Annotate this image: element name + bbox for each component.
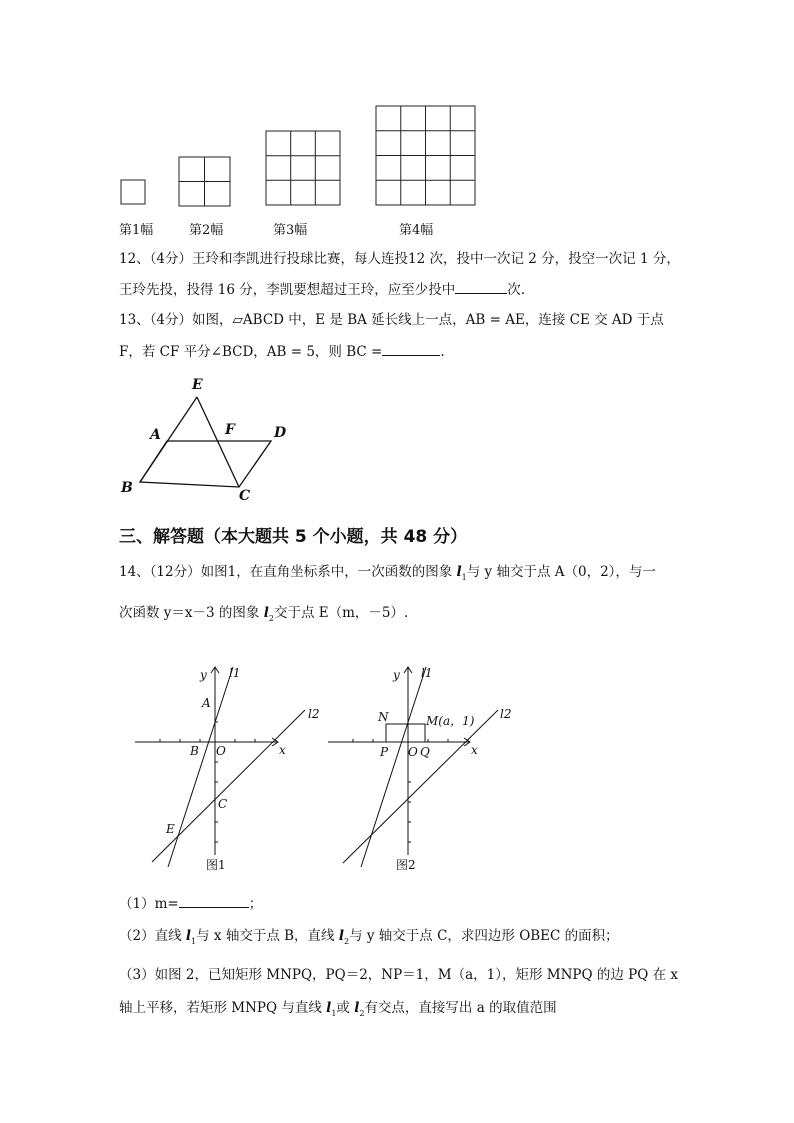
q14-text-4: 交于点 E（m，－5）.: [273, 605, 409, 621]
q12-text-1: 王玲和李凯进行投球比赛，每人连投12 次，投中一次记 2 分，投空一次记 1 分，: [192, 251, 680, 267]
q13-text-3: .: [440, 344, 445, 360]
q12-text-2: 王玲先投，投得 16 分，李凯要想超过王玲，应至少投中: [119, 282, 456, 298]
q14-part3-c: 有交点，直接写出 a 的取值范围: [364, 1000, 557, 1016]
subscript-2: 2: [268, 614, 274, 623]
fig1-label-O: O: [216, 744, 226, 758]
q13-number: 13、: [119, 312, 150, 328]
q14-part3-line1: （3）如图 2，已知矩形 MNPQ，PQ＝2，NP＝1，M（a，1），矩形 MNPQ 的边 PQ 在 x: [119, 967, 678, 983]
line-l2: [152, 710, 305, 862]
q14-part3-b: 或: [336, 1000, 350, 1016]
q14-figure-1: [130, 655, 330, 875]
q14-part3-line2: [119, 999, 557, 1023]
label-D: D: [274, 425, 287, 441]
q14-text-3: 次函数 y＝x－3 的图象: [119, 605, 260, 621]
line-l-symbol: l: [185, 928, 192, 944]
q13-line2: [119, 342, 445, 361]
q14-line2: [119, 604, 408, 628]
fig2-label-y: y: [393, 668, 400, 682]
q12-answer-blank[interactable]: [455, 280, 507, 294]
q13-text-1: 如图，▱ABCD 中，E 是 BA 延长线上一点，AB = AE，连接 CE 交 AD 于点: [192, 312, 664, 328]
fig1-label-A: A: [202, 696, 211, 710]
q12-line1: [119, 250, 680, 268]
q14-part1-blank[interactable]: [179, 894, 249, 908]
segment-ec: [197, 397, 239, 487]
grid-caption-4: 第4幅: [399, 223, 434, 238]
q13-line1: [119, 311, 664, 329]
q13-answer-blank[interactable]: [382, 342, 440, 356]
q14-number: 14、: [119, 564, 150, 580]
grid-caption-1: 第1幅: [119, 223, 154, 238]
subscript-2: 2: [343, 937, 350, 946]
fig2-label-N: N: [378, 710, 389, 724]
q13-figure: [110, 370, 310, 505]
line-l1: [361, 667, 426, 867]
q14-text-1: 如图1，在直角坐标系中，一次函数的图象: [200, 564, 453, 580]
q13-text-2: F，若 CF 平分∠BCD，AB = 5，则 BC =: [119, 344, 383, 360]
label-E: E: [192, 377, 203, 393]
subscript-2: 2: [359, 1009, 365, 1018]
subscript-1: 1: [331, 1009, 337, 1018]
fig2-label-l1: l1: [421, 666, 433, 680]
label-B: B: [121, 480, 133, 496]
fig1-caption: 图1: [206, 858, 226, 872]
q14-part2: [119, 927, 619, 951]
line-l-symbol: l: [456, 564, 462, 580]
subscript-1: 1: [461, 573, 467, 582]
fig1-label-C: C: [218, 797, 228, 811]
q14-part1-label: （1）m=: [119, 896, 179, 912]
subscript-1: 1: [191, 937, 197, 946]
q14-part2-b: 与 x 轴交于点 B，直线: [196, 928, 335, 944]
fig2-label-P: P: [380, 745, 389, 759]
grid-2: [179, 157, 230, 206]
q12-score: （4分）: [149, 251, 193, 267]
grid-1: [121, 180, 145, 204]
q14-text-2: 与 y 轴交于点 A（0，2），与一: [466, 564, 656, 580]
q14-part2-a: （2）直线: [119, 928, 182, 944]
q14-part2-c: 与 y 轴交于点 C，求四边形 OBEC 的面积；: [349, 928, 619, 944]
q14-part1: [119, 894, 262, 913]
fig2-label-M: M(a，1): [426, 714, 475, 728]
line-l-symbol: l: [354, 1000, 360, 1016]
grid-4: [376, 106, 475, 205]
q14-part1-end: ；: [248, 896, 263, 912]
q14-score: （12分）: [149, 564, 201, 580]
q12-line2: [119, 280, 525, 299]
fig1-label-l1: l1: [229, 666, 241, 680]
fig2-label-O: O: [408, 745, 418, 759]
label-F: F: [225, 422, 235, 438]
line-l2: [343, 710, 498, 863]
section3-title: 三、解答题（本大题共 5 个小题，共 48 分）: [119, 527, 468, 547]
label-C: C: [239, 488, 251, 504]
q13-score: （4分）: [149, 312, 193, 328]
grid-figures: [0, 0, 794, 240]
q14-part3-a: 轴上平移，若矩形 MNPQ 与直线: [119, 1000, 322, 1016]
line-l-symbol: l: [338, 928, 344, 944]
grid-caption-2: 第2幅: [189, 223, 224, 238]
parallelogram-abcd: [140, 441, 271, 487]
fig1-label-x: x: [279, 743, 286, 757]
line-l-symbol: l: [326, 1000, 332, 1016]
fig1-label-l2: l2: [308, 707, 320, 721]
fig1-label-y: y: [200, 668, 207, 682]
rectangle-mnpq: [386, 724, 425, 742]
grid-3: [266, 131, 340, 205]
fig2-label-Q: Q: [420, 745, 430, 759]
segment-be: [140, 397, 197, 482]
fig1-label-E: E: [166, 822, 175, 836]
q14-figure-2: [320, 655, 520, 875]
grid-caption-3: 第3幅: [273, 223, 308, 238]
fig2-label-x: x: [471, 743, 478, 757]
q12-text-3: 次.: [507, 282, 526, 298]
label-A: A: [150, 427, 161, 443]
q14-line1: [119, 563, 656, 587]
q12-number: 12、: [119, 251, 150, 267]
fig1-label-B: B: [190, 744, 199, 758]
fig2-caption: 图2: [396, 858, 416, 872]
line-l-symbol: l: [263, 605, 269, 621]
fig2-label-l2: l2: [500, 707, 512, 721]
